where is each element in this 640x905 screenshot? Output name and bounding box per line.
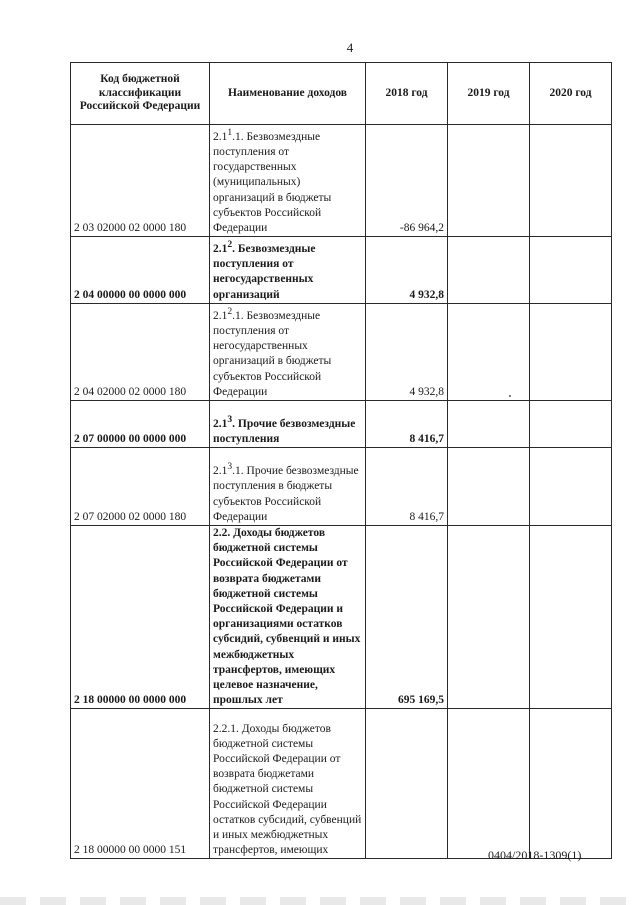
row-value-2018 — [366, 709, 448, 859]
header-2018: 2018 год — [366, 63, 448, 125]
row-value-2019 — [448, 400, 530, 447]
row-value-2018: 4 932,8 — [366, 237, 448, 304]
row-value-2020 — [530, 447, 612, 525]
table-row — [71, 237, 612, 304]
table-row — [71, 125, 612, 237]
table-header-row — [71, 63, 612, 125]
row-code: 2 07 00000 00 0000 000 — [71, 400, 210, 447]
revenue-table — [70, 62, 612, 859]
row-name: $2.1^1.1$. Безвозмездные поступления от государственных (муниципальных) организаций в бюджеты субъектов Российской Федерации — [210, 125, 366, 237]
row-code: 2 07 02000 02 0000 180 — [71, 447, 210, 525]
scan-bottom-edge — [0, 897, 640, 905]
table-row — [71, 525, 612, 708]
row-value-2019 — [448, 525, 530, 708]
row-code: 2 18 00000 00 0000 000 — [71, 525, 210, 708]
row-name: 2.2.1. Доходы бюджетов бюджетной системы Российской Федерации от возврата бюджетами бюджетной системы Российской Федерации остатков субсидий, субвенций и иных межбюджетных трансфертов, имеющих — [210, 709, 366, 859]
row-value-2018: 695 169,5 — [366, 525, 448, 708]
row-name: $2.1^2.1$. Безвозмездные поступления от негосударственных организаций в бюджеты субъектов Российской Федерации — [210, 303, 366, 400]
row-value-2018: 8 416,7 — [366, 400, 448, 447]
header-name: Наименование доходов — [210, 63, 366, 125]
row-value-2019 — [448, 709, 530, 859]
row-value-2020 — [530, 709, 612, 859]
row-value-2019 — [448, 303, 530, 400]
row-value-2018: 4 932,8 — [366, 303, 448, 400]
row-code: 2 03 02000 02 0000 180 — [71, 125, 210, 237]
header-code: Код бюджетной классификации Российской Федерации — [71, 63, 210, 125]
scan-speck — [509, 395, 511, 397]
row-value-2019 — [448, 447, 530, 525]
document-registration-code: 0404/2018-1309(1) — [488, 848, 582, 862]
row-name: $2.1^3.1$. Прочие безвозмездные поступления в бюджеты субъектов Российской Федерации — [210, 447, 366, 525]
table-row — [71, 447, 612, 525]
row-name: 2.2. Доходы бюджетов бюджетной системы Российской Федерации от возврата бюджетами бюджетной системы Российской Федерации и организациями остатков субсидий, субвенций и иных межбюджетных трансфертов, имеющих целевое назначение, прошлых лет — [210, 525, 366, 708]
table-row — [71, 709, 612, 859]
table-row — [71, 303, 612, 400]
header-2019: 2019 год — [448, 63, 530, 125]
row-value-2020 — [530, 125, 612, 237]
row-value-2019 — [448, 125, 530, 237]
header-2020: 2020 год — [530, 63, 612, 125]
row-value-2020 — [530, 400, 612, 447]
row-value-2018: 8 416,7 — [366, 447, 448, 525]
row-value-2020 — [530, 237, 612, 304]
table-row — [71, 400, 612, 447]
row-value-2018: -86 964,2 — [366, 125, 448, 237]
row-code: 2 04 02000 02 0000 180 — [71, 303, 210, 400]
row-name: $2.1^2$. Безвозмездные поступления от негосударственных организаций — [210, 237, 366, 304]
row-value-2019 — [448, 237, 530, 304]
row-value-2020 — [530, 525, 612, 708]
row-name: $2.1^3$. Прочие безвозмездные поступления — [210, 400, 366, 447]
row-value-2020 — [530, 303, 612, 400]
row-code: 2 04 00000 00 0000 000 — [71, 237, 210, 304]
row-code: 2 18 00000 00 0000 151 — [71, 709, 210, 859]
page-number: 4 — [346, 40, 354, 55]
